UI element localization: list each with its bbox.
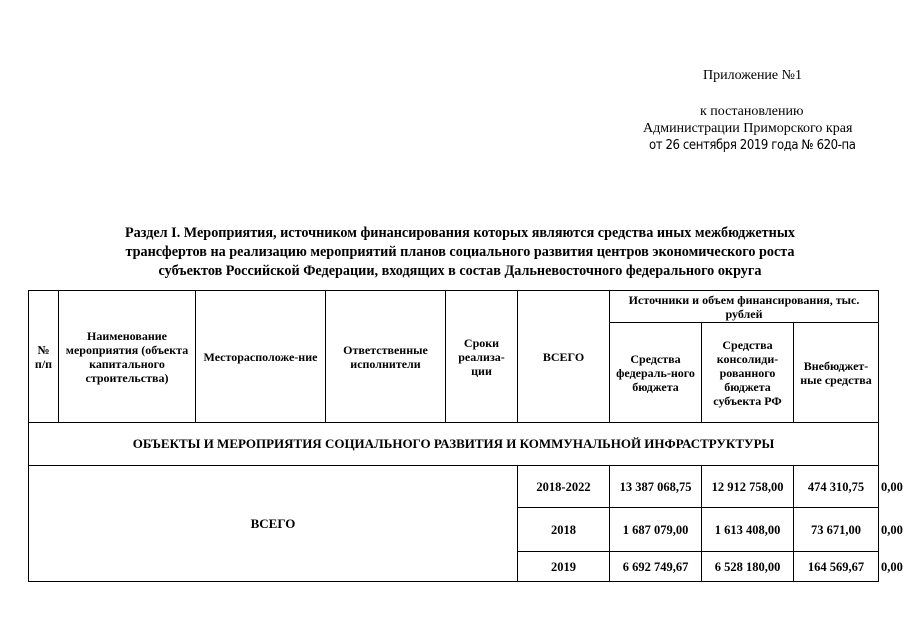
header-funding-group: Источники и объем финансирования, тыс. рублей bbox=[610, 291, 879, 323]
funding-table bbox=[28, 290, 903, 582]
appendix-date-number: от 26 сентября 2019 года № 620-па bbox=[649, 138, 856, 153]
header-name: Наименование мероприятия (объекта капитального строительства) bbox=[59, 291, 196, 423]
row-federal: 12 912 758,00 bbox=[702, 466, 794, 508]
section-title: ОБЪЕКТЫ И МЕРОПРИЯТИЯ СОЦИАЛЬНОГО РАЗВИТИЯ И КОММУНАЛЬНОЙ ИНФРАСТРУКТУРЫ bbox=[29, 423, 879, 466]
row-regional: 73 671,00 bbox=[794, 508, 879, 552]
heading-line-1: Раздел I. Мероприятия, источником финансирования которых являются средства иных межбюджетных bbox=[125, 225, 795, 241]
appendix-title: Приложение №1 bbox=[703, 68, 802, 83]
header-federal: Средства федераль-ного бюджета bbox=[610, 323, 702, 423]
header-period: Сроки реализа-ции bbox=[446, 291, 518, 423]
header-extra: Внебюджет-ные средства bbox=[794, 323, 879, 423]
header-num: № п/п bbox=[29, 291, 59, 423]
table-row: ВСЕГО 2018-2022 13 387 068,75 12 912 758,00 474 310,75 0,00 bbox=[29, 466, 879, 508]
appendix-line-1: к постановлению bbox=[700, 104, 804, 119]
row-period: 2019 bbox=[518, 552, 610, 582]
row-federal: 1 613 408,00 bbox=[702, 508, 794, 552]
appendix-line-2: Администрации Приморского края bbox=[643, 121, 853, 136]
row-total: 6 692 749,67 bbox=[610, 552, 702, 582]
row-regional: 474 310,75 bbox=[794, 466, 879, 508]
row-regional: 164 569,67 bbox=[794, 552, 879, 582]
header-responsible: Ответственные исполнители bbox=[326, 291, 446, 423]
header-location: Месторасположе-ние bbox=[196, 291, 326, 423]
header-regional: Средства консолиди-рованного бюджета субъекта РФ bbox=[702, 323, 794, 423]
section-heading bbox=[60, 224, 860, 281]
row-total: 1 687 079,00 bbox=[610, 508, 702, 552]
table-row: 2018 1 687 079,00 1 613 408,00 73 671,00 0,00 bbox=[29, 508, 879, 552]
row-total: 13 387 068,75 bbox=[610, 466, 702, 508]
appendix-block bbox=[0, 0, 905, 160]
table-row: 2019 6 692 749,67 6 528 180,00 164 569,67 0,00 bbox=[29, 552, 879, 582]
row-period: 2018 bbox=[518, 508, 610, 552]
heading-line-2: трансфертов на реализацию мероприятий планов социального развития центров экономического роста bbox=[125, 244, 795, 260]
row-federal: 6 528 180,00 bbox=[702, 552, 794, 582]
heading-line-3: субъектов Российской Федерации, входящих в состав Дальневосточного федерального округа bbox=[158, 263, 762, 279]
header-total: ВСЕГО bbox=[518, 291, 610, 423]
total-label: ВСЕГО bbox=[29, 466, 518, 582]
row-period: 2018-2022 bbox=[518, 466, 610, 508]
